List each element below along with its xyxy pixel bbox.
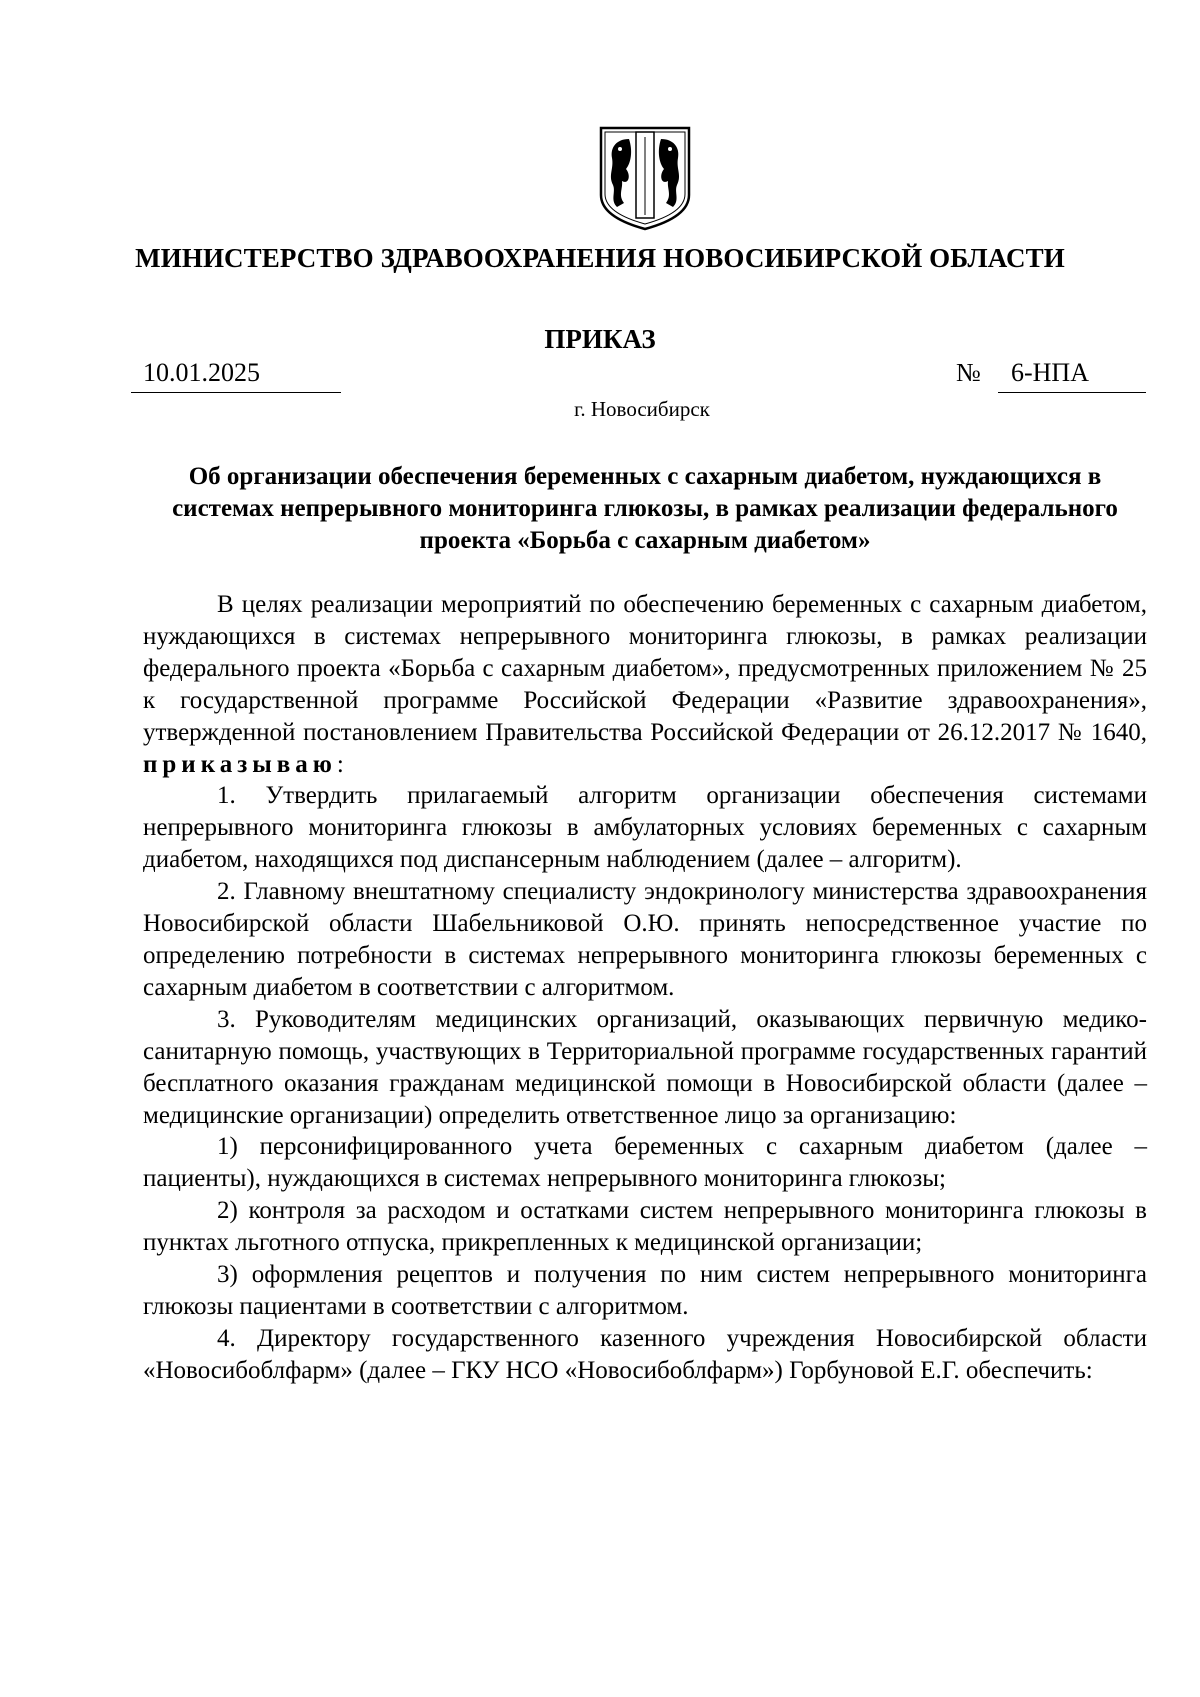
item-3: 3. Руководителям медицинских организаций, оказывающих первичную медико-санитарную помощь, участвующих в Территориальной программе государственных гарантий бесплатного оказания гражданам медицинской помощи в Новосибирской области (далее – медицинские организации) определить ответственное лицо за организацию:	[143, 1005, 1147, 1129]
item-4: 4. Директору государственного казенного учреждения Новосибирской области «Новосибоблфарм» (далее – ГКУ НСО «Новосибоблфарм») Горбуновой Е.Г. обеспечить:	[143, 1324, 1147, 1384]
document-type: ПРИКАЗ	[544, 324, 656, 354]
order-number-field	[998, 358, 1146, 393]
item-3-subitem-1: 1) персонифицированного учета беременных с сахарным диабетом (далее – пациенты), нуждающихся в системах непрерывного мониторинга глюкозы;	[143, 1133, 1147, 1193]
order-word: приказываю	[143, 750, 337, 778]
order-colon: :	[336, 750, 344, 778]
ministry-name: МИНИСТЕРСТВО ЗДРАВООХРАНЕНИЯ НОВОСИБИРСКОЙ ОБЛАСТИ	[135, 243, 1065, 273]
document-title: Об организации обеспечения беременных с сахарным диабетом, нуждающихся в системах непрерывного мониторинга глюкозы, в рамках реализации федерального проекта «Борьба с сахарным диабетом»	[172, 463, 1118, 554]
number-sign: №	[956, 358, 981, 387]
document-body	[143, 589, 1147, 1387]
item-1: 1. Утвердить прилагаемый алгоритм организации обеспечения системами непрерывного мониторинга глюкозы в амбулаторных условиях беременных с сахарным диабетом, находящихся под диспансерным наблюдением (далее – алгоритм).	[143, 782, 1147, 874]
item-3-subitem-2: 2) контроля за расходом и остатками систем непрерывного мониторинга глюкозы в пунктах льготного отпуска, прикрепленных к медицинской организации;	[143, 1197, 1147, 1257]
preamble-paragraph	[143, 589, 1147, 780]
order-date: 10.01.2025	[143, 358, 260, 387]
city: г. Новосибирск	[574, 397, 710, 421]
coat-of-arms-icon	[598, 125, 692, 231]
order-date-field	[131, 358, 341, 393]
order-number: 6-НПА	[1011, 358, 1089, 387]
item-2: 2. Главному внештатному специалисту эндокринологу министерства здравоохранения Новосибирской области Шабельниковой О.Ю. принять непосредственное участие по определению потребности в системах непрерывного мониторинга глюкозы беременных с сахарным диабетом в соответствии с алгоритмом.	[143, 878, 1147, 1001]
preamble-text: В целях реализации мероприятий по обеспечению беременных с сахарным диабетом, нуждающихся в системах непрерывного мониторинга глюкозы, в рамках реализации федерального проекта «Борьба с сахарным диабетом», предусмотренных приложением № 25 к государственной программе Российской Федерации «Развитие здравоохранения», утвержденной постановлением Правительства Российской Федерации от 26.12.2017 № 1640,	[143, 591, 1147, 746]
item-3-subitem-3: 3) оформления рецептов и получения по ним систем непрерывного мониторинга глюкозы пациентами в соответствии с алгоритмом.	[143, 1261, 1147, 1320]
